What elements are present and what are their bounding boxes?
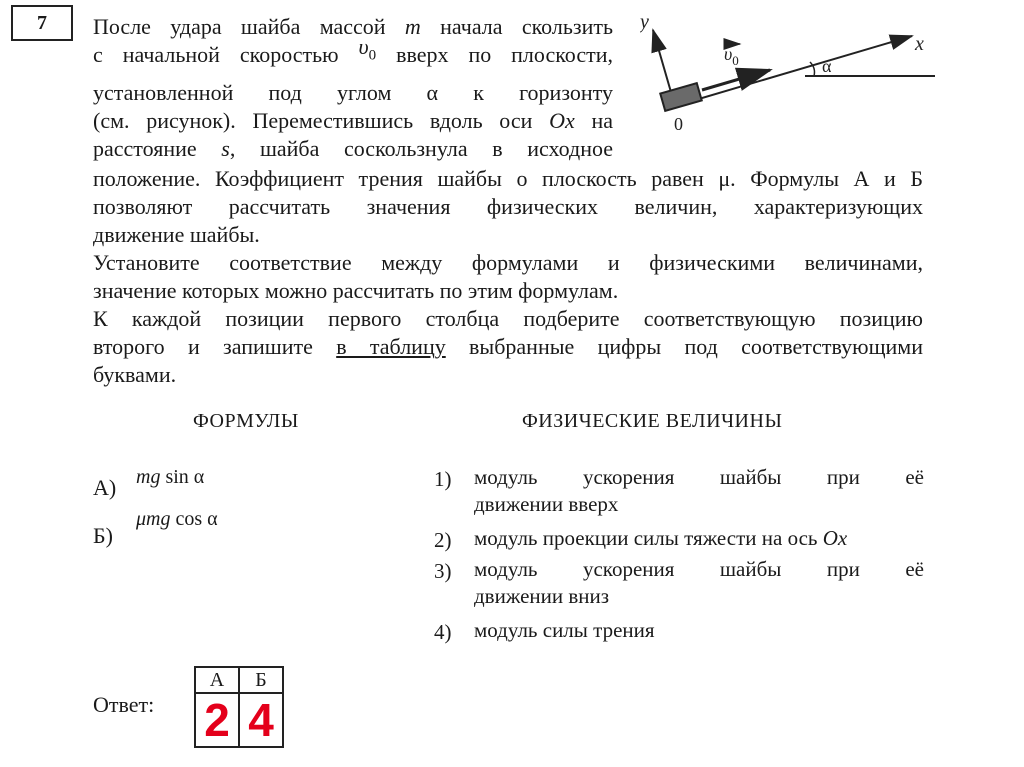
intro-line-2: с начальной скоростью $\upsilon_0$ вверх по плоскости, (93, 34, 613, 67)
angle-label: α (822, 56, 832, 76)
quantity-4-number: 4) (434, 620, 452, 644)
body-line-2: позволяют рассчитать значения физических величин, характеризующих (93, 194, 923, 219)
answer-cell-a[interactable]: 2 (195, 693, 239, 747)
body-line-3: движение шайбы. (93, 222, 260, 247)
answer-label: Ответ: (93, 692, 155, 717)
axis-y-label: y (640, 11, 649, 33)
quantity-1-number: 1) (434, 467, 452, 491)
quantities-header: ФИЗИЧЕСКИЕ ВЕЛИЧИНЫ (522, 410, 783, 432)
velocity-label: $\upsilon_0$ (724, 44, 739, 68)
quantity-2-number: 2) (434, 528, 452, 552)
body-line-1: положение. Коэффициент трения шайбы о плоскость равен μ. Формулы А и Б (93, 166, 923, 191)
quantity-3-number: 3) (434, 559, 452, 583)
quantity-2: модуль проекции силы тяжести на ось Ox (474, 526, 848, 550)
answer-header-a: А (195, 667, 239, 693)
body-line-6: К каждой позиции первого столбца подберите соответствующую позицию (93, 306, 923, 331)
quantity-1: модуль ускорения шайбы при её движении вверх (474, 465, 924, 516)
task-number: 7 (11, 5, 73, 41)
body-line-8: буквами. (93, 362, 177, 387)
puck (660, 83, 701, 111)
body-line-4: Установите соответствие между формулами и физическими величинами, (93, 250, 923, 275)
answer-cell-b[interactable]: 4 (239, 693, 283, 747)
intro-line-4: (см. рисунок). Переместившись вдоль оси Ox на (93, 108, 614, 133)
intro-line-1: После удара шайба массой m начала скользить (93, 14, 614, 39)
formulas-header: ФОРМУЛЫ (193, 410, 299, 432)
formula-b: μmg cos α (136, 508, 218, 530)
intro-line-3: установленной под углом α к горизонту (93, 80, 613, 105)
quantity-3: модуль ускорения шайбы при её движении вниз (474, 557, 924, 608)
quantity-4: модуль силы трения (474, 618, 655, 642)
incline-diagram (640, 8, 940, 138)
formula-a-label: А) (93, 475, 117, 500)
answer-header-b: Б (239, 667, 283, 693)
origin-label: 0 (674, 114, 683, 134)
v0-symbol: $\upsilon_0$ (358, 34, 377, 64)
intro-line-5: расстояние s, шайба соскользнула в исходное (93, 136, 614, 161)
body-line-5: значение которых можно рассчитать по этим формулам. (93, 278, 619, 303)
body-line-7: второго и запишите в таблицу выбранные цифры под соответствующими (93, 334, 923, 359)
answer-table (194, 666, 284, 748)
formula-b-label: Б) (93, 523, 113, 548)
axis-x-label: x (915, 33, 924, 55)
formula-a: mg sin α (136, 466, 205, 488)
x-axis (675, 36, 912, 106)
